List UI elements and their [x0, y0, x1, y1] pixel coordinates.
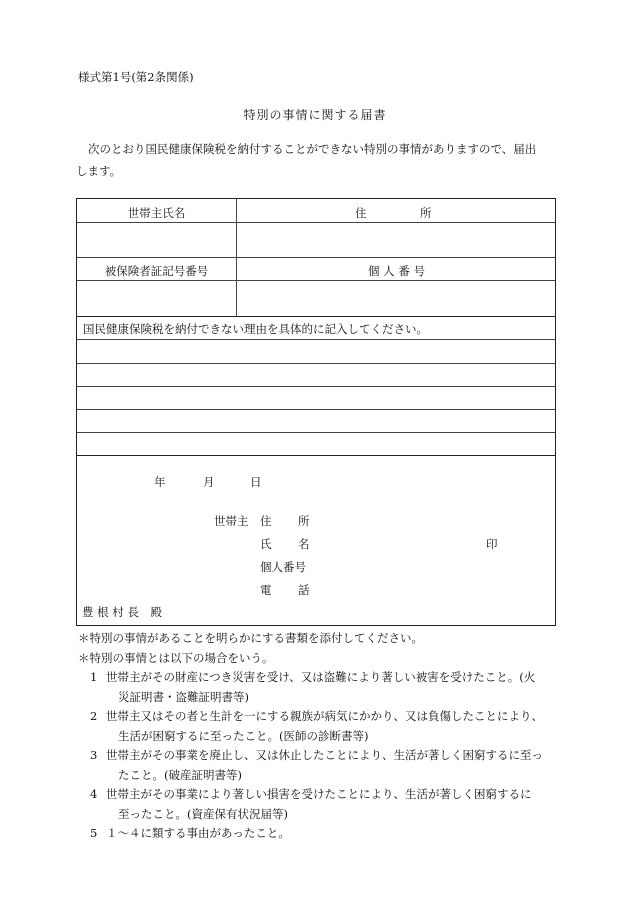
address-header-char-1: 住: [355, 206, 367, 220]
date-year-label: 年: [154, 475, 166, 489]
row-line: [77, 222, 555, 223]
address-header-char-2: 所: [420, 206, 432, 220]
note-item: [78, 824, 558, 844]
item-text-continued: たこと。(破産証明書等): [118, 767, 242, 782]
reason-line: [77, 432, 555, 433]
reason-line: [77, 386, 555, 387]
note-item: [78, 707, 558, 746]
date-month-label: 月: [203, 475, 215, 489]
phone-label-char-1: 電: [260, 583, 272, 597]
note-item: [78, 668, 558, 707]
item-text-continued: 生活が困窮するに至ったこと。(医師の診断書等): [118, 728, 369, 743]
row-line: [77, 316, 555, 317]
note-item: [78, 785, 558, 824]
item-text-continued: 災証明書・盗難証明書等): [118, 689, 249, 704]
householder-label: 世帯主: [214, 514, 249, 528]
note-attach: ＊特別の事情があることを明らかにする書類を添付してください。: [78, 631, 423, 645]
reason-line: [77, 363, 555, 364]
insured-card-number-header: 被保険者証記号番号: [104, 264, 209, 278]
item-text: 世帯主がその財産につき災害を受け、又は盗難により著しい被害を受けたこと。(火: [106, 670, 536, 684]
item-text: １～４に類する事由があったこと。: [106, 826, 290, 840]
item-number: 4: [90, 787, 98, 801]
item-number: 1: [90, 670, 98, 684]
seal-mark: 印: [486, 537, 498, 551]
reason-line: [77, 409, 555, 410]
personal-number-header: 個 人 番 号: [368, 264, 425, 278]
item-text: 世帯主がその事業により著しい損害を受けたことにより、生活が著しく困窮するに: [106, 787, 532, 801]
addressee: 豊 根 村 長 殿: [82, 605, 162, 619]
item-text: 世帯主がその事業を廃止し、又は休止したことにより、生活が著しく困窮するに至っ: [106, 748, 543, 762]
document-title: 特別の事情に関する届書: [243, 108, 387, 122]
row-line: [77, 257, 555, 258]
reason-prompt: 国民健康保険税を納付できない理由を具体的に記入してください。: [83, 322, 428, 336]
item-number: 3: [90, 748, 98, 762]
column-divider: [236, 199, 237, 317]
intro-text-line-1: 次のとおり国民健康保険税を納付することができない特別の事情がありますので、届出: [88, 142, 537, 156]
notes-section: [78, 629, 558, 844]
intro-text-line-2: します。: [76, 164, 122, 178]
item-number: 2: [90, 709, 98, 723]
row-line: [77, 280, 555, 281]
item-text-continued: 至ったこと。(資産保有状況届等): [118, 806, 288, 821]
item-text: 世帯主又はその者と生計を一にする親族が病気にかかり、又は負傷したことにより、: [106, 709, 543, 723]
reason-line: [77, 339, 555, 340]
form-reference: 様式第1号(第2条関係): [78, 70, 194, 84]
form-table: [76, 198, 556, 626]
householder-name-header: 世帯主氏名: [127, 206, 186, 220]
name-label-char-2: 名: [298, 537, 310, 551]
name-label-char-1: 氏: [260, 537, 272, 551]
note-definition: ＊特別の事情とは以下の場合をいう。: [78, 650, 274, 665]
note-item: [78, 746, 558, 785]
address-label-char-1: 住: [260, 514, 272, 528]
item-number: 5: [90, 826, 98, 840]
phone-label-char-2: 話: [298, 583, 310, 597]
section-line: [77, 455, 555, 456]
personal-number-label: 個人番号: [260, 560, 306, 574]
address-label-char-2: 所: [298, 514, 310, 528]
date-day-label: 日: [250, 475, 262, 489]
